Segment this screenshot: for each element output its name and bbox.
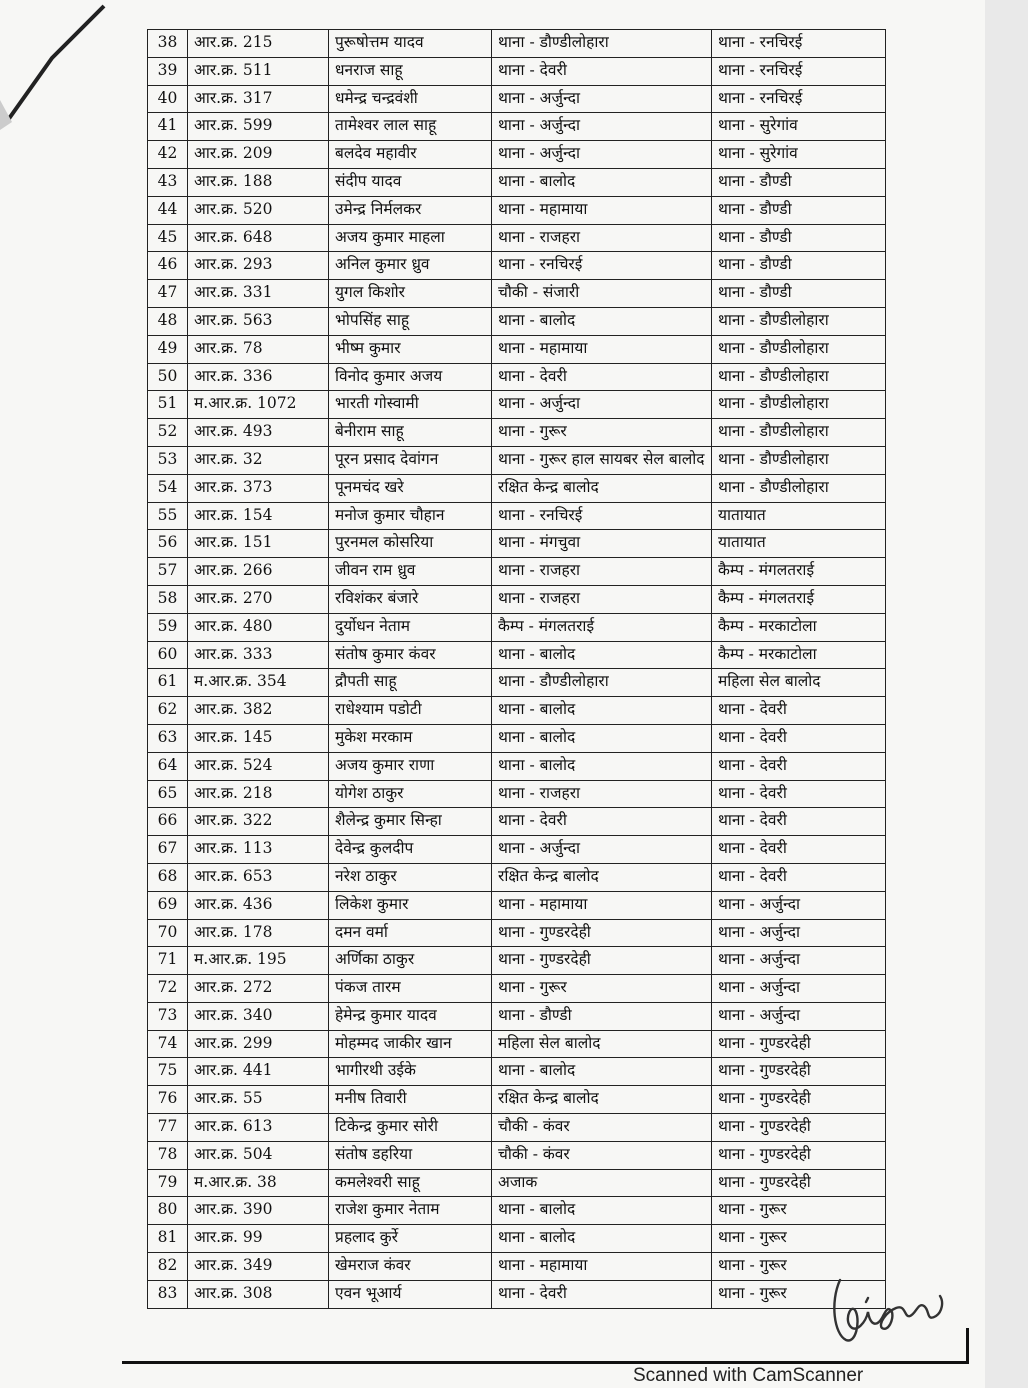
cell-sn: 56 <box>148 530 188 558</box>
cell-id: आर.क्र. 55 <box>188 1086 329 1114</box>
cell-sn: 49 <box>148 335 188 363</box>
table-row <box>148 419 886 447</box>
scanner-watermark: Scanned with CamScanner <box>633 1365 864 1386</box>
cell-sn: 58 <box>148 585 188 613</box>
cell-id: आर.क्र. 331 <box>188 280 329 308</box>
cell-from: थाना - अर्जुन्दा <box>492 113 712 141</box>
cell-id: आर.क्र. 441 <box>188 1058 329 1086</box>
footer-rule <box>122 1361 968 1364</box>
cell-to: कैम्प - मरकाटोला <box>712 613 886 641</box>
cell-id: आर.क्र. 151 <box>188 530 329 558</box>
cell-sn: 69 <box>148 891 188 919</box>
cell-to: थाना - डौण्डीलोहारा <box>712 474 886 502</box>
cell-sn: 65 <box>148 780 188 808</box>
cell-from: थाना - अर्जुन्दा <box>492 836 712 864</box>
cell-name: अर्णिका ठाकुर <box>329 947 492 975</box>
cell-from: रक्षित केन्द्र बालोद <box>492 474 712 502</box>
cell-id: आर.क्र. 382 <box>188 697 329 725</box>
cell-name: पूनमचंद खरे <box>329 474 492 502</box>
cell-name: प्रहलाद कुर्रे <box>329 1225 492 1253</box>
cell-name: टिकेन्द्र कुमार सोरी <box>329 1114 492 1142</box>
table-row <box>148 585 886 613</box>
cell-from: कैम्प - मंगलतराई <box>492 613 712 641</box>
cell-from: थाना - महामाया <box>492 891 712 919</box>
cell-to: थाना - अर्जुन्दा <box>712 1002 886 1030</box>
cell-sn: 53 <box>148 446 188 474</box>
table-row <box>148 85 886 113</box>
table-row <box>148 1086 886 1114</box>
cell-from: थाना - डौण्डीलोहारा <box>492 669 712 697</box>
cell-from: थाना - राजहरा <box>492 780 712 808</box>
table-row <box>148 669 886 697</box>
cell-from: थाना - बालोद <box>492 724 712 752</box>
cell-to: थाना - डौण्डीलोहारा <box>712 307 886 335</box>
cell-id: म.आर.क्र. 38 <box>188 1169 329 1197</box>
cell-to: थाना - गुरूर <box>712 1253 886 1281</box>
cell-id: आर.क्र. 272 <box>188 975 329 1003</box>
cell-sn: 73 <box>148 1002 188 1030</box>
cell-sn: 47 <box>148 280 188 308</box>
cell-to: थाना - रनचिरई <box>712 85 886 113</box>
cell-name: कमलेश्वरी साहू <box>329 1169 492 1197</box>
cell-name: संतोष कुमार कंवर <box>329 641 492 669</box>
cell-id: आर.क्र. 563 <box>188 307 329 335</box>
cell-name: हेमेन्द्र कुमार यादव <box>329 1002 492 1030</box>
cell-from: थाना - बालोद <box>492 1197 712 1225</box>
cell-to: थाना - अर्जुन्दा <box>712 947 886 975</box>
cell-name: पुरनमल कोसरिया <box>329 530 492 558</box>
cell-from: थाना - गुण्डरदेही <box>492 947 712 975</box>
transfer-roster-table <box>147 29 886 1309</box>
cell-to: थाना - अर्जुन्दा <box>712 975 886 1003</box>
cell-id: आर.क्र. 333 <box>188 641 329 669</box>
cell-name: पूरन प्रसाद देवांगन <box>329 446 492 474</box>
cell-id: आर.क्र. 317 <box>188 85 329 113</box>
cell-from: थाना - महामाया <box>492 1253 712 1281</box>
cell-id: आर.क्र. 520 <box>188 196 329 224</box>
cell-name: पुरूषोत्तम यादव <box>329 30 492 58</box>
cell-id: आर.क्र. 145 <box>188 724 329 752</box>
cell-from: थाना - राजहरा <box>492 558 712 586</box>
table-row <box>148 335 886 363</box>
cell-from: थाना - देवरी <box>492 57 712 85</box>
cell-sn: 42 <box>148 141 188 169</box>
table-row <box>148 57 886 85</box>
cell-name: विनोद कुमार अजय <box>329 363 492 391</box>
table-row <box>148 863 886 891</box>
cell-name: अजय कुमार माहला <box>329 224 492 252</box>
cell-name: मुकेश मरकाम <box>329 724 492 752</box>
table-row <box>148 446 886 474</box>
cell-to: थाना - गुण्डरदेही <box>712 1030 886 1058</box>
table-row <box>148 530 886 558</box>
cell-name: तामेश्वर लाल साहू <box>329 113 492 141</box>
cell-id: आर.क्र. 209 <box>188 141 329 169</box>
cell-to: थाना - डौण्डीलोहारा <box>712 363 886 391</box>
cell-sn: 41 <box>148 113 188 141</box>
cell-from: थाना - महामाया <box>492 196 712 224</box>
cell-to: थाना - रनचिरई <box>712 30 886 58</box>
cell-to: थाना - गुण्डरदेही <box>712 1058 886 1086</box>
table-row <box>148 836 886 864</box>
cell-id: आर.क्र. 215 <box>188 30 329 58</box>
cell-from: थाना - गुण्डरदेही <box>492 919 712 947</box>
cell-id: आर.क्र. 336 <box>188 363 329 391</box>
table-row <box>148 1141 886 1169</box>
cell-to: थाना - गुण्डरदेही <box>712 1086 886 1114</box>
cell-name: भागीरथी उईके <box>329 1058 492 1086</box>
cell-id: आर.क्र. 270 <box>188 585 329 613</box>
cell-sn: 50 <box>148 363 188 391</box>
table-row <box>148 1058 886 1086</box>
table-row <box>148 1253 886 1281</box>
cell-sn: 64 <box>148 752 188 780</box>
cell-id: म.आर.क्र. 1072 <box>188 391 329 419</box>
table-row <box>148 641 886 669</box>
table-row <box>148 224 886 252</box>
cell-name: बलदेव महावीर <box>329 141 492 169</box>
cell-name: भारती गोस्वामी <box>329 391 492 419</box>
cell-sn: 81 <box>148 1225 188 1253</box>
cell-name: एवन भूआर्य <box>329 1280 492 1308</box>
cell-to: थाना - गुण्डरदेही <box>712 1169 886 1197</box>
cell-to: थाना - देवरी <box>712 808 886 836</box>
cell-to: थाना - देवरी <box>712 863 886 891</box>
table-row <box>148 947 886 975</box>
cell-from: थाना - बालोद <box>492 168 712 196</box>
table-row <box>148 697 886 725</box>
cell-to: थाना - डौण्डी <box>712 280 886 308</box>
cell-id: आर.क्र. 293 <box>188 252 329 280</box>
cell-sn: 38 <box>148 30 188 58</box>
cell-id: आर.क्र. 299 <box>188 1030 329 1058</box>
cell-id: आर.क्र. 340 <box>188 1002 329 1030</box>
table-row <box>148 752 886 780</box>
cell-name: धमेन्द्र चन्द्रवंशी <box>329 85 492 113</box>
cell-sn: 54 <box>148 474 188 502</box>
cell-from: अजाक <box>492 1169 712 1197</box>
cell-id: आर.क्र. 613 <box>188 1114 329 1142</box>
cell-to: थाना - डौण्डी <box>712 196 886 224</box>
cell-sn: 57 <box>148 558 188 586</box>
cell-id: आर.क्र. 648 <box>188 224 329 252</box>
cell-name: मनीष तिवारी <box>329 1086 492 1114</box>
cell-id: आर.क्र. 653 <box>188 863 329 891</box>
cell-sn: 44 <box>148 196 188 224</box>
cell-name: राजेश कुमार नेताम <box>329 1197 492 1225</box>
cell-sn: 43 <box>148 168 188 196</box>
cell-to: थाना - गुरूर <box>712 1197 886 1225</box>
cell-id: आर.क्र. 99 <box>188 1225 329 1253</box>
cell-name: पंकज तारम <box>329 975 492 1003</box>
cell-sn: 45 <box>148 224 188 252</box>
table-row <box>148 780 886 808</box>
cell-from: थाना - बालोद <box>492 752 712 780</box>
cell-name: मोहम्मद जाकीर खान <box>329 1030 492 1058</box>
cell-sn: 77 <box>148 1114 188 1142</box>
cell-to: थाना - रनचिरई <box>712 57 886 85</box>
cell-sn: 72 <box>148 975 188 1003</box>
table-row <box>148 307 886 335</box>
cell-sn: 59 <box>148 613 188 641</box>
cell-to: यातायात <box>712 530 886 558</box>
cell-from: रक्षित केन्द्र बालोद <box>492 1086 712 1114</box>
cell-from: थाना - डौण्डी <box>492 1002 712 1030</box>
cell-id: आर.क्र. 178 <box>188 919 329 947</box>
table-row <box>148 919 886 947</box>
cell-name: नरेश ठाकुर <box>329 863 492 891</box>
cell-to: कैम्प - मंगलतराई <box>712 585 886 613</box>
table-row <box>148 1030 886 1058</box>
cell-id: आर.क्र. 480 <box>188 613 329 641</box>
cell-from: थाना - रनचिरई <box>492 252 712 280</box>
cell-sn: 67 <box>148 836 188 864</box>
cell-id: आर.क्र. 322 <box>188 808 329 836</box>
cell-name: जीवन राम ध्रुव <box>329 558 492 586</box>
cell-sn: 83 <box>148 1280 188 1308</box>
cell-id: आर.क्र. 188 <box>188 168 329 196</box>
table-row <box>148 724 886 752</box>
cell-to: थाना - डौण्डी <box>712 224 886 252</box>
cell-from: थाना - बालोद <box>492 1058 712 1086</box>
cell-id: म.आर.क्र. 195 <box>188 947 329 975</box>
cell-id: आर.क्र. 266 <box>188 558 329 586</box>
cell-id: आर.क्र. 599 <box>188 113 329 141</box>
cell-from: थाना - डौण्डीलोहारा <box>492 30 712 58</box>
cell-name: भीष्म कुमार <box>329 335 492 363</box>
cell-name: मनोज कुमार चौहान <box>329 502 492 530</box>
cell-id: आर.क्र. 154 <box>188 502 329 530</box>
cell-from: चौकी - कंवर <box>492 1114 712 1142</box>
cell-from: चौकी - संजारी <box>492 280 712 308</box>
table-row <box>148 474 886 502</box>
cell-name: उमेन्द्र निर्मलकर <box>329 196 492 224</box>
cell-sn: 76 <box>148 1086 188 1114</box>
table-row <box>148 975 886 1003</box>
cell-to: थाना - डौण्डीलोहारा <box>712 335 886 363</box>
cell-name: अनिल कुमार ध्रुव <box>329 252 492 280</box>
cell-sn: 39 <box>148 57 188 85</box>
cell-id: आर.क्र. 218 <box>188 780 329 808</box>
cell-id: आर.क्र. 390 <box>188 1197 329 1225</box>
cell-to: थाना - डौण्डीलोहारा <box>712 446 886 474</box>
cell-from: थाना - देवरी <box>492 1280 712 1308</box>
cell-id: आर.क्र. 78 <box>188 335 329 363</box>
cell-to: थाना - सुरेगांव <box>712 113 886 141</box>
cell-name: शैलेन्द्र कुमार सिन्हा <box>329 808 492 836</box>
cell-sn: 48 <box>148 307 188 335</box>
cell-sn: 68 <box>148 863 188 891</box>
cell-sn: 60 <box>148 641 188 669</box>
cell-name: देवेन्द्र कुलदीप <box>329 836 492 864</box>
cell-to: थाना - डौण्डीलोहारा <box>712 419 886 447</box>
cell-to: थाना - गुरूर <box>712 1225 886 1253</box>
cell-from: थाना - अर्जुन्दा <box>492 391 712 419</box>
cell-id: आर.क्र. 436 <box>188 891 329 919</box>
cell-from: थाना - देवरी <box>492 808 712 836</box>
cell-id: आर.क्र. 349 <box>188 1253 329 1281</box>
table-row <box>148 196 886 224</box>
cell-from: चौकी - कंवर <box>492 1141 712 1169</box>
cell-sn: 80 <box>148 1197 188 1225</box>
cell-to: थाना - देवरी <box>712 780 886 808</box>
cell-sn: 63 <box>148 724 188 752</box>
cell-name: संतोष डहरिया <box>329 1141 492 1169</box>
cell-name: युगल किशोर <box>329 280 492 308</box>
table-row <box>148 613 886 641</box>
table-row <box>148 280 886 308</box>
cell-name: दमन वर्मा <box>329 919 492 947</box>
cell-sn: 75 <box>148 1058 188 1086</box>
cell-name: खेमराज कंवर <box>329 1253 492 1281</box>
cell-to: थाना - देवरी <box>712 836 886 864</box>
page-fold-mark <box>0 0 110 130</box>
cell-from: थाना - रनचिरई <box>492 502 712 530</box>
cell-sn: 51 <box>148 391 188 419</box>
table-row <box>148 30 886 58</box>
cell-name: योगेश ठाकुर <box>329 780 492 808</box>
cell-to: महिला सेल बालोद <box>712 669 886 697</box>
footer-rule-right <box>966 1328 969 1364</box>
cell-name: अजय कुमार राणा <box>329 752 492 780</box>
cell-sn: 46 <box>148 252 188 280</box>
cell-id: आर.क्र. 32 <box>188 446 329 474</box>
table-row <box>148 363 886 391</box>
table-row <box>148 252 886 280</box>
table-row <box>148 1197 886 1225</box>
cell-sn: 79 <box>148 1169 188 1197</box>
roster-body <box>148 30 886 1309</box>
cell-sn: 55 <box>148 502 188 530</box>
table-row <box>148 558 886 586</box>
cell-name: भोपसिंह साहू <box>329 307 492 335</box>
cell-name: धनराज साहू <box>329 57 492 85</box>
cell-id: आर.क्र. 504 <box>188 1141 329 1169</box>
cell-sn: 70 <box>148 919 188 947</box>
cell-from: थाना - गुरूर हाल सायबर सेल बालोद <box>492 446 712 474</box>
cell-to: थाना - अर्जुन्दा <box>712 919 886 947</box>
cell-from: थाना - अर्जुन्दा <box>492 141 712 169</box>
cell-from: थाना - मंगचुवा <box>492 530 712 558</box>
cell-to: थाना - डौण्डी <box>712 168 886 196</box>
cell-to: कैम्प - मरकाटोला <box>712 641 886 669</box>
cell-to: थाना - देवरी <box>712 724 886 752</box>
cell-to: थाना - अर्जुन्दा <box>712 891 886 919</box>
cell-id: आर.क्र. 511 <box>188 57 329 85</box>
cell-from: थाना - गुरूर <box>492 419 712 447</box>
cell-to: थाना - देवरी <box>712 697 886 725</box>
cell-to: कैम्प - मंगलतराई <box>712 558 886 586</box>
cell-from: थाना - महामाया <box>492 335 712 363</box>
cell-sn: 78 <box>148 1141 188 1169</box>
cell-to: थाना - गुण्डरदेही <box>712 1141 886 1169</box>
cell-sn: 52 <box>148 419 188 447</box>
cell-from: थाना - राजहरा <box>492 585 712 613</box>
table-row <box>148 113 886 141</box>
cell-id: आर.क्र. 493 <box>188 419 329 447</box>
cell-name: बेनीराम साहू <box>329 419 492 447</box>
table-row <box>148 1002 886 1030</box>
cell-from: थाना - अर्जुन्दा <box>492 85 712 113</box>
cell-sn: 71 <box>148 947 188 975</box>
cell-to: थाना - गुण्डरदेही <box>712 1114 886 1142</box>
cell-to: थाना - देवरी <box>712 752 886 780</box>
cell-name: राधेश्याम पडोटी <box>329 697 492 725</box>
table-row <box>148 391 886 419</box>
cell-sn: 82 <box>148 1253 188 1281</box>
cell-sn: 62 <box>148 697 188 725</box>
table-row <box>148 1225 886 1253</box>
table-row <box>148 808 886 836</box>
cell-id: आर.क्र. 113 <box>188 836 329 864</box>
cell-to: यातायात <box>712 502 886 530</box>
cell-sn: 66 <box>148 808 188 836</box>
cell-name: लिकेश कुमार <box>329 891 492 919</box>
cell-sn: 40 <box>148 85 188 113</box>
cell-sn: 61 <box>148 669 188 697</box>
cell-name: दुर्योधन नेताम <box>329 613 492 641</box>
table-row <box>148 1169 886 1197</box>
cell-id: आर.क्र. 373 <box>188 474 329 502</box>
cell-from: रक्षित केन्द्र बालोद <box>492 863 712 891</box>
cell-from: थाना - गुरूर <box>492 975 712 1003</box>
cell-to: थाना - सुरेगांव <box>712 141 886 169</box>
cell-id: आर.क्र. 524 <box>188 752 329 780</box>
cell-name: संदीप यादव <box>329 168 492 196</box>
table-row <box>148 502 886 530</box>
table-row <box>148 168 886 196</box>
table-row <box>148 141 886 169</box>
cell-from: थाना - राजहरा <box>492 224 712 252</box>
cell-from: थाना - बालोद <box>492 697 712 725</box>
cell-sn: 74 <box>148 1030 188 1058</box>
cell-to: थाना - डौण्डी <box>712 252 886 280</box>
cell-from: थाना - देवरी <box>492 363 712 391</box>
cell-name: रविशंकर बंजारे <box>329 585 492 613</box>
cell-id: आर.क्र. 308 <box>188 1280 329 1308</box>
cell-from: थाना - बालोद <box>492 1225 712 1253</box>
table-row <box>148 891 886 919</box>
table-row <box>148 1280 886 1308</box>
table-row <box>148 1114 886 1142</box>
cell-from: थाना - बालोद <box>492 641 712 669</box>
cell-from: महिला सेल बालोद <box>492 1030 712 1058</box>
cell-to: थाना - डौण्डीलोहारा <box>712 391 886 419</box>
cell-id: म.आर.क्र. 354 <box>188 669 329 697</box>
handwritten-signature <box>826 1262 946 1352</box>
cell-to: थाना - गुरूर <box>712 1280 886 1308</box>
cell-name: द्रौपती साहू <box>329 669 492 697</box>
cell-from: थाना - बालोद <box>492 307 712 335</box>
